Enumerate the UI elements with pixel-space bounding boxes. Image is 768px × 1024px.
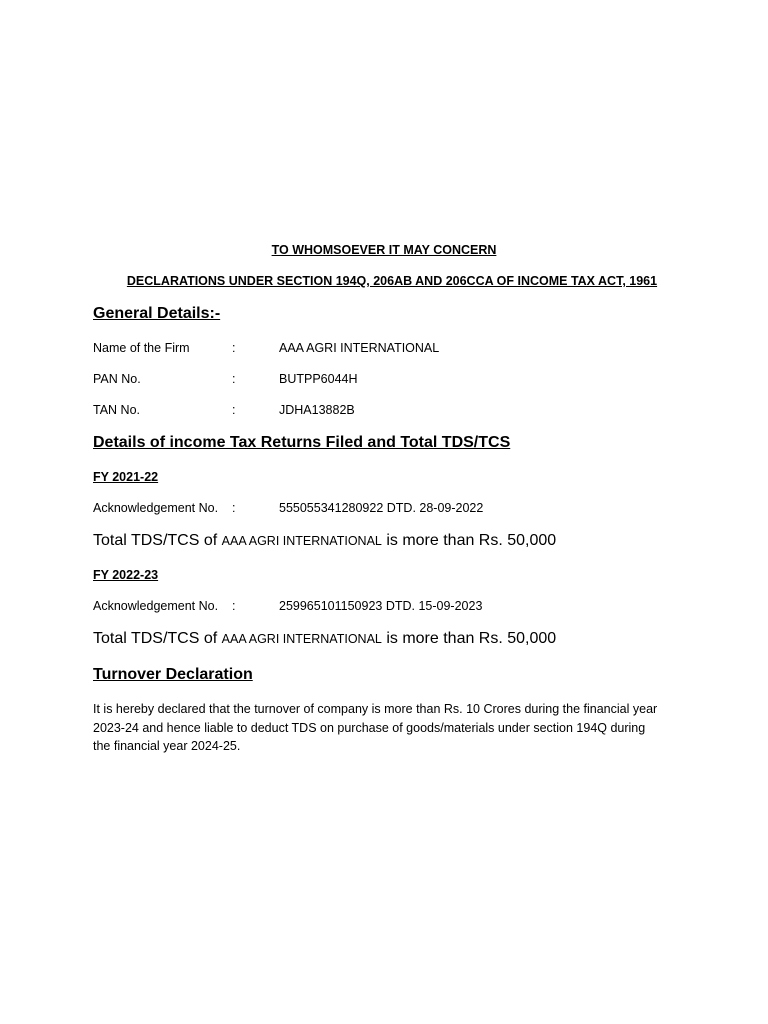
ack-label: Acknowledgement No. [93, 501, 219, 515]
tan-label: TAN No. [93, 403, 140, 417]
total-suffix: is more than Rs. 50,000 [381, 532, 557, 549]
ack-colon: : [232, 501, 236, 515]
ack-value: 259965101150923 DTD. 15-09-2023 [279, 599, 483, 613]
total-firm-name: AAA AGRI INTERNATIONAL [221, 534, 382, 548]
ack-colon: : [232, 599, 236, 613]
general-details-heading: General Details:- [93, 305, 221, 322]
document-subtitle: DECLARATIONS UNDER SECTION 194Q, 206AB AND 206CCA OF INCOME TAX ACT, 1961 [126, 274, 658, 288]
pan-colon: : [232, 372, 236, 386]
total-suffix: is more than Rs. 50,000 [381, 630, 557, 647]
total-prefix: Total TDS/TCS of [93, 532, 222, 549]
fy-label: FY 2022-23 [93, 568, 159, 582]
firm-name-colon: : [232, 341, 236, 355]
document-title: TO WHOMSOEVER IT MAY CONCERN [271, 243, 497, 257]
turnover-paragraph: It is hereby declared that the turnover of company is more than Rs. 10 Crores during the financial year 2023-24 and hence liable to deduct TDS on purchase of goods/materials under section 194Q during the financial year 2024-25. [93, 702, 658, 753]
total-prefix: Total TDS/TCS of [93, 630, 222, 647]
ack-value: 555055341280922 DTD. 28-09-2022 [279, 501, 484, 515]
returns-details-heading: Details of income Tax Returns Filed and Total TDS/TCS [93, 434, 511, 451]
pan-value: BUTPP6044H [279, 372, 358, 386]
fy-label: FY 2021-22 [93, 470, 159, 484]
firm-name-label: Name of the Firm [93, 341, 190, 355]
ack-label: Acknowledgement No. [93, 599, 219, 613]
tan-colon: : [232, 403, 236, 417]
turnover-heading: Turnover Declaration [93, 666, 253, 683]
total-tds-statement [93, 532, 556, 550]
total-firm-name: AAA AGRI INTERNATIONAL [221, 632, 382, 646]
total-tds-statement [93, 630, 556, 648]
tan-value: JDHA13882B [279, 403, 355, 417]
firm-name-value: AAA AGRI INTERNATIONAL [279, 341, 440, 355]
pan-label: PAN No. [93, 372, 141, 386]
